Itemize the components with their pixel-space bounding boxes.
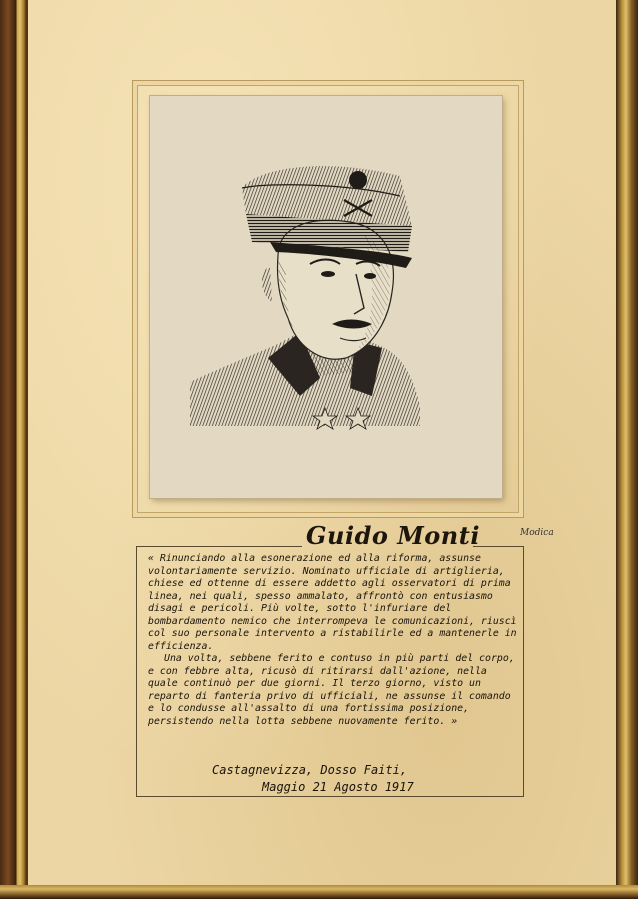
- citation-paragraph-1: « Rinunciando alla esonerazione ed alla riforma, assunse volontariamente servizio. Nominato ufficiale di artiglieria, chiese ed ottenne di essere addetto agli osservatori di prima linea, nei quali, spesso ammalato, affrontò con entusiasmo disagi e pericoli. Più volte, sotto l'infuriare del bombardamento nemico che interrompeva le comunicazioni, riuscì col suo personale intervento a ristabilirle ed a mantenerle in efficienza.: [148, 553, 517, 652]
- honoree-name: Guido Monti: [306, 521, 480, 550]
- citation-text: [148, 553, 520, 728]
- citation-paragraph-2: Una volta, sebbene ferito e contuso in più parti del corpo, e con febbre alta, ricusò di ritirarsi dall'azione, nella quale continuò per due giorni. Il terzo giorno, visto un reparto di fanteria privo di ufficiali, ne assunse il comando e lo condusse all'assalto di una fortissima posizione, persistendo nella lotta sebbene nuovamente ferito. »: [148, 653, 515, 727]
- frame-bottom-edge: [0, 885, 638, 899]
- citation-date: Maggio 21 Agosto 1917: [262, 780, 414, 794]
- citation-place: Castagnevizza, Dosso Faiti,: [212, 763, 408, 777]
- officer-portrait-illustration: [150, 96, 502, 498]
- artist-signature: Modica: [520, 528, 554, 538]
- frame-right-edge: [616, 0, 638, 899]
